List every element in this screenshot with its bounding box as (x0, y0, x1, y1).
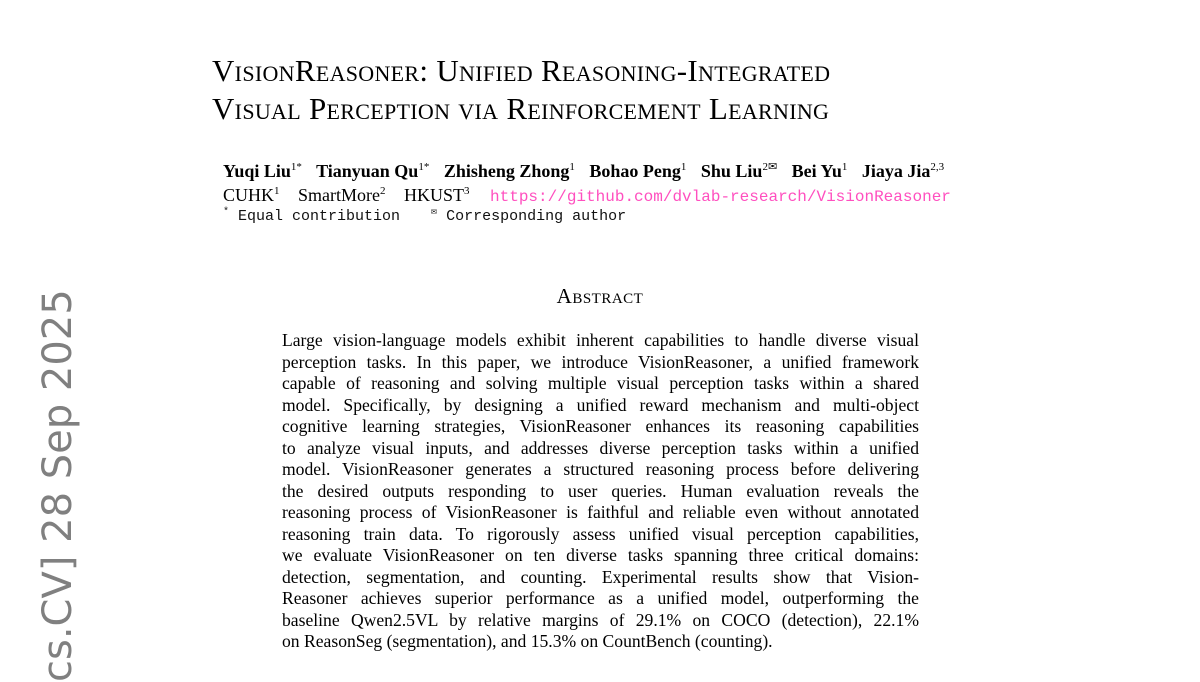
abstract-line: Large vision-language models exhibit inherent capabilities to handle diverse visual (282, 330, 919, 350)
abstract-line: to analyze visual inputs, and addresses diverse perception tasks within a unified (282, 437, 919, 458)
abstract-line: we evaluate VisionReasoner on ten diverse tasks spanning three critical domains: (282, 545, 919, 565)
author: Bohao Peng$^1$ (589, 161, 687, 181)
abstract-line: reasoning train data. To rigorously assess unified visual perception capabilities, (282, 523, 919, 544)
affiliation: CUHK$^1$ (223, 185, 280, 205)
affiliation: HKUST$^3$ (404, 185, 470, 205)
abstract-line: model. VisionReasoner generates a structured reasoning process before delivering (282, 459, 919, 479)
corresponding-author-note: Corresponding author (446, 208, 627, 225)
footnote-marks (223, 207, 626, 227)
author: Yuqi Liu$^{1*}$ (223, 161, 302, 181)
abstract-text (282, 330, 919, 653)
repo-link[interactable]: https://github.com/dvlab-research/VisionReasoner (490, 188, 951, 206)
abstract-line: baseline Qwen2.5VL by relative margins of 29.1% on COCO (detection), 22.1% (282, 609, 919, 630)
title-line-1: VisionReasoner: Unified Reasoning-Integrated (212, 53, 831, 88)
equal-contribution-note: Equal contribution (238, 208, 401, 225)
abstract-line: capable of reasoning and solving multiple visual perception tasks within a shared (282, 373, 919, 393)
author: Zhisheng Zhong$^1$ (443, 161, 575, 181)
abstract-heading: Abstract (556, 284, 644, 308)
paper-title (212, 52, 1072, 128)
author: Bei Yu$^1$ (791, 161, 848, 181)
affiliation: SmartMore$^2$ (298, 185, 386, 205)
abstract-line: model. Specifically, by designing a unified reward mechanism and multi-object (282, 394, 919, 415)
author-list (223, 160, 954, 182)
abstract-line: reasoning process of VisionReasoner is faithful and reliable even without annotated (282, 502, 919, 522)
abstract-line: on ReasonSeg (segmentation), and 15.3% on CountBench (counting). (282, 631, 773, 651)
author: Jiaya Jia$^{2,3}$ (861, 161, 945, 181)
author: Tianyuan $Qu^{1*}$ (316, 161, 430, 181)
abstract-line: Reasoner achieves superior performance as a unified model, outperforming the (282, 588, 919, 608)
affiliation-list (223, 184, 951, 208)
mail-icon: ✉ (431, 207, 438, 218)
author: Shu Liu$^{2✉}$ (700, 161, 778, 181)
arxiv-stamp: cs.CV] 28 Sep 2025 (35, 289, 81, 682)
abstract-line: detection, segmentation, and counting. Experimental results show that Vision- (282, 566, 919, 587)
abstract-line: perception tasks. In this paper, we introduce VisionReasoner, a unified framework (282, 351, 919, 372)
title-line-2: Visual Perception via Reinforcement Learning (212, 91, 830, 126)
abstract-line: cognitive learning strategies, VisionReasoner enhances its reasoning capabilities (282, 416, 919, 436)
equal-contribution-mark: * (223, 207, 230, 218)
abstract-line: the desired outputs responding to user queries. Human evaluation reveals the (282, 480, 919, 501)
